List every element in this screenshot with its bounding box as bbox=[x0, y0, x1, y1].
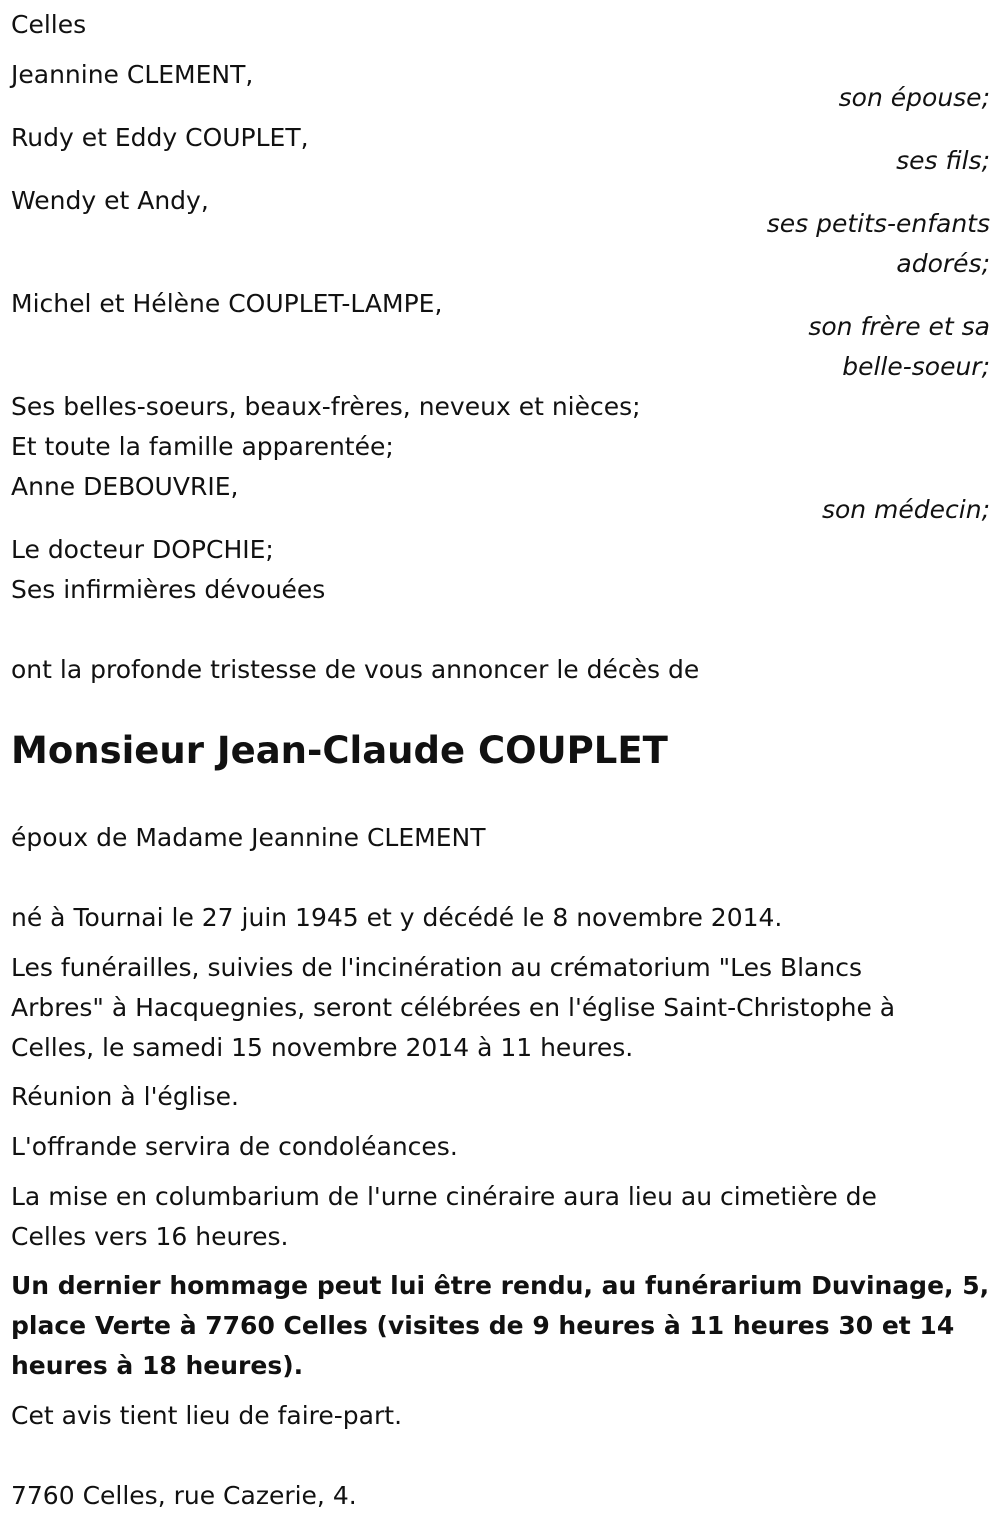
notice-text: Cet avis tient lieu de faire-part. bbox=[11, 1401, 403, 1430]
meeting-text: Réunion à l'église. bbox=[11, 1082, 239, 1111]
family-member-role: belle-soeur; bbox=[842, 352, 990, 381]
family-member-name: Jeannine CLEMENT, bbox=[11, 60, 254, 89]
columbarium-text: Celles vers 16 heures. bbox=[11, 1222, 289, 1251]
tribute-text: place Verte à 7760 Celles (visites de 9 heures à 11 heures 30 et 14 bbox=[11, 1311, 955, 1340]
funeral-text: Celles, le samedi 15 novembre 2014 à 11 heures. bbox=[11, 1033, 634, 1062]
deceased-name: Monsieur Jean-Claude COUPLET bbox=[11, 729, 668, 772]
family-member-role: ses fils; bbox=[896, 146, 990, 175]
tribute-text: Un dernier hommage peut lui être rendu, au funérarium Duvinage, 5, bbox=[11, 1271, 990, 1300]
extended-family-line: Et toute la famille apparentée; bbox=[11, 432, 394, 461]
extended-family-line: Ses infirmières dévouées bbox=[11, 575, 326, 604]
family-member-role: son frère et sa bbox=[808, 312, 990, 341]
birth-death-dates: né à Tournai le 27 juin 1945 et y décédé le 8 novembre 2014. bbox=[11, 903, 783, 932]
extended-family-line: Ses belles-soeurs, beaux-frères, neveux et nièces; bbox=[11, 392, 641, 421]
tribute-text: heures à 18 heures). bbox=[11, 1351, 304, 1380]
address-text: 7760 Celles, rue Cazerie, 4. bbox=[11, 1481, 357, 1510]
family-member-role: adorés; bbox=[896, 249, 990, 278]
announcement-text: ont la profonde tristesse de vous annoncer le décès de bbox=[11, 655, 700, 684]
funeral-text: Les funérailles, suivies de l'incinération au crématorium "Les Blancs bbox=[11, 953, 862, 982]
extended-family-line: Anne DEBOUVRIE, bbox=[11, 472, 239, 501]
family-member-role: son médecin; bbox=[821, 495, 990, 524]
funeral-text: Arbres" à Hacquegnies, seront célébrées en l'église Saint-Christophe à bbox=[11, 993, 896, 1022]
spouse-line: époux de Madame Jeannine CLEMENT bbox=[11, 823, 486, 852]
extended-family-line: Le docteur DOPCHIE; bbox=[11, 535, 274, 564]
location-intro: Celles bbox=[11, 10, 87, 39]
family-member-role: ses petits-enfants bbox=[766, 209, 990, 238]
family-member-name: Rudy et Eddy COUPLET, bbox=[11, 123, 309, 152]
columbarium-text: La mise en columbarium de l'urne cinéraire aura lieu au cimetière de bbox=[11, 1182, 877, 1211]
family-member-name: Michel et Hélène COUPLET-LAMPE, bbox=[11, 289, 443, 318]
offering-text: L'offrande servira de condoléances. bbox=[11, 1132, 458, 1161]
family-member-name: Wendy et Andy, bbox=[11, 186, 209, 215]
family-member-role: son épouse; bbox=[838, 83, 990, 112]
